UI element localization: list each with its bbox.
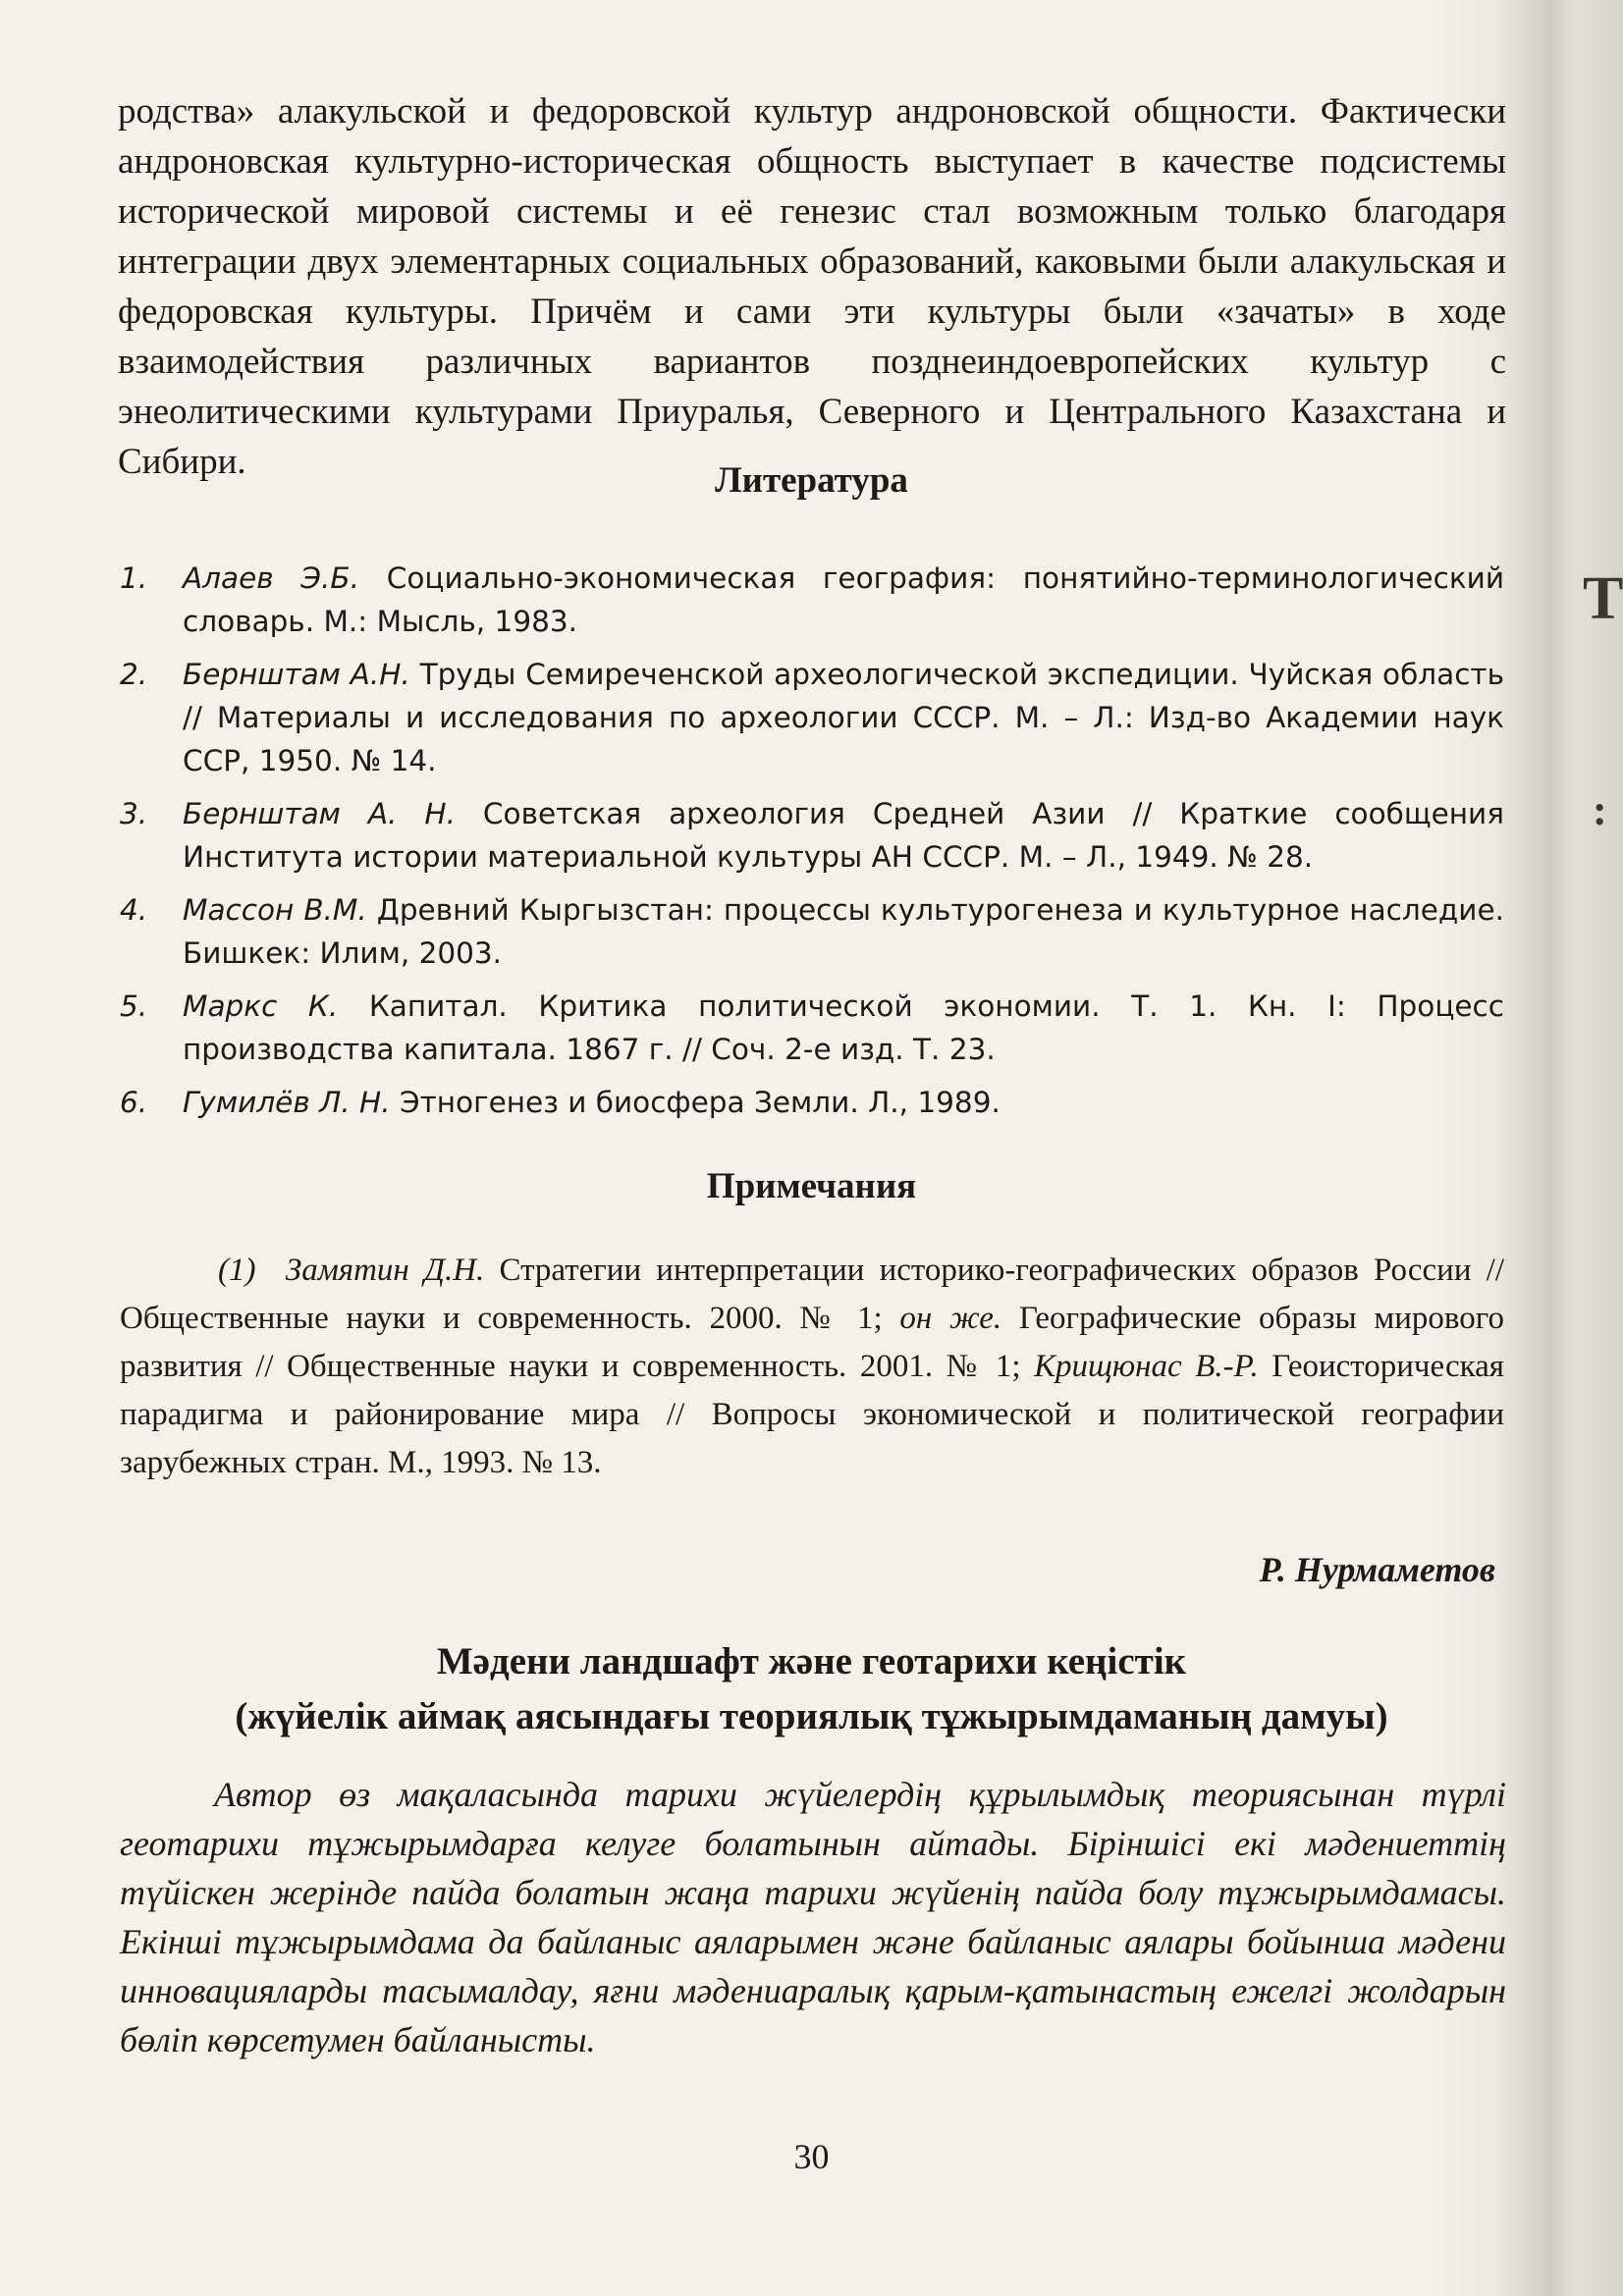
reference-body: Труды Семиреченской археологической экспедиции. Чуйская область // Материалы и исследования по археологии СССР. М. – Л.: Изд-во Академии наук ССР, 1950. № 14. (183, 658, 1504, 777)
reference-text (183, 985, 1504, 1071)
reference-number: 5. (120, 989, 148, 1023)
reference-body: Этногенез и биосфера Земли. Л., 1989. (399, 1086, 1001, 1119)
note-text: Географические образы мирового развития // Общественные науки и современность. 2001. № 1; (120, 1301, 1504, 1384)
notes-heading: Примечания (706, 1166, 917, 1206)
reference-body: Капитал. Критика политической экономии. Т. 1. Кн. I: Процесс производства капитала. 1867 г. // Соч. 2-е изд. Т. 23. (183, 989, 1504, 1066)
note-author: он же. (899, 1301, 1002, 1336)
reference-text (183, 1081, 1504, 1124)
reference-item (120, 792, 1504, 879)
reference-number: 1. (120, 561, 148, 595)
note-marker: (1) (218, 1253, 256, 1288)
note-author: Крищюнас В.-Р. (1034, 1349, 1259, 1384)
author-signature: Р. Нурмаметов (1259, 1550, 1495, 1589)
next-page-punctuation-fragment: : (1593, 786, 1607, 834)
article-title (0, 1634, 1623, 1744)
reference-author: Гумилёв Л. Н. (183, 1086, 391, 1119)
reference-text (183, 557, 1504, 643)
note-text: Геоисторическая парадигма и районирование мира // Вопросы экономической и политической географии зарубежных стран. М., 1993. № 13. (120, 1349, 1504, 1480)
reference-list (120, 557, 1504, 1134)
reference-number: 3. (120, 797, 148, 830)
reference-author: Маркс К. (183, 989, 339, 1023)
reference-text (183, 792, 1504, 879)
body-paragraph: родства» алакульской и федоровской культур андроновской общности. Фактически андроновская культурно-историческая общность выступает в качестве подсистемы исторической мировой системы и её генезис стал возможным только благодаря интеграции двух элементарных социальных образований, каковыми были алакульская и федоровская культуры. Причём и сами эти культуры были «зачаты» в ходе взаимодействия различных вариантов позднеиндоевропейских культур с энеолитическими культурами Приуралья, Северного и Центрального Казахстана и Сибири. (118, 91, 1506, 482)
note-author: Замятин Д.Н. (285, 1253, 485, 1288)
reference-author: Бернштам А.Н. (183, 658, 410, 691)
reference-text (183, 653, 1504, 782)
reference-number: 6. (120, 1086, 148, 1119)
reference-body: Социально-экономическая география: понятийно-терминологический словарь. М.: Мысль, 1983. (183, 561, 1504, 638)
reference-author: Бернштам А. Н. (183, 797, 456, 830)
reference-body: Древний Кыргызстан: процессы культурогенеза и культурное наследие. Бишкек: Илим, 2003. (183, 893, 1504, 970)
reference-item (120, 557, 1504, 643)
article-title-line: Мәдени ландшафт және геотарихи кеңістік (436, 1640, 1187, 1682)
next-page-letter-fragment: Т (1583, 565, 1623, 632)
abstract-paragraph: Автор өз мақаласында тарихи жүйелердің құрылымдық теориясынан түрлі геотарихи тұжырымдарға келуге болатынын айтады. Біріншісі екі мәдениеттің түйіскен жерінде пайда болатын жаңа тарихи жүйенің пайда болу тұжырымдамасы. Екінші тұжырымдама да байланыс аяларымен және байланыс аялары бойынша мәдени инновацияларды тасымалдау, яғни мәдениаралық қарым-қатынастың ежелгі жолдарын бөліп көрсетумен байланысты. (120, 1775, 1506, 2059)
page-number: 30 (793, 2137, 830, 2176)
note-paragraph (120, 1247, 1504, 1487)
reference-author: Массон В.М. (183, 893, 367, 927)
reference-item (120, 985, 1504, 1071)
article-subtitle-line: (жүйелік аймақ аясындағы теориялық тұжырымдаманың дамуы) (235, 1695, 1388, 1737)
note-text: Стратегии интерпретации историко-географических образов России // Общественные науки и современность. 2000. № 1; (120, 1253, 1505, 1336)
reference-text (183, 888, 1504, 975)
reference-body: Советская археология Средней Азии // Краткие сообщения Института истории материальной культуры АН СССР. М. – Л., 1949. № 28. (183, 797, 1504, 874)
reference-item (120, 653, 1504, 782)
literature-heading: Литература (715, 460, 908, 501)
reference-item (120, 888, 1504, 975)
reference-item (120, 1081, 1504, 1124)
reference-number: 2. (120, 658, 148, 691)
reference-author: Алаев Э.Б. (183, 561, 359, 595)
reference-number: 4. (120, 893, 148, 927)
